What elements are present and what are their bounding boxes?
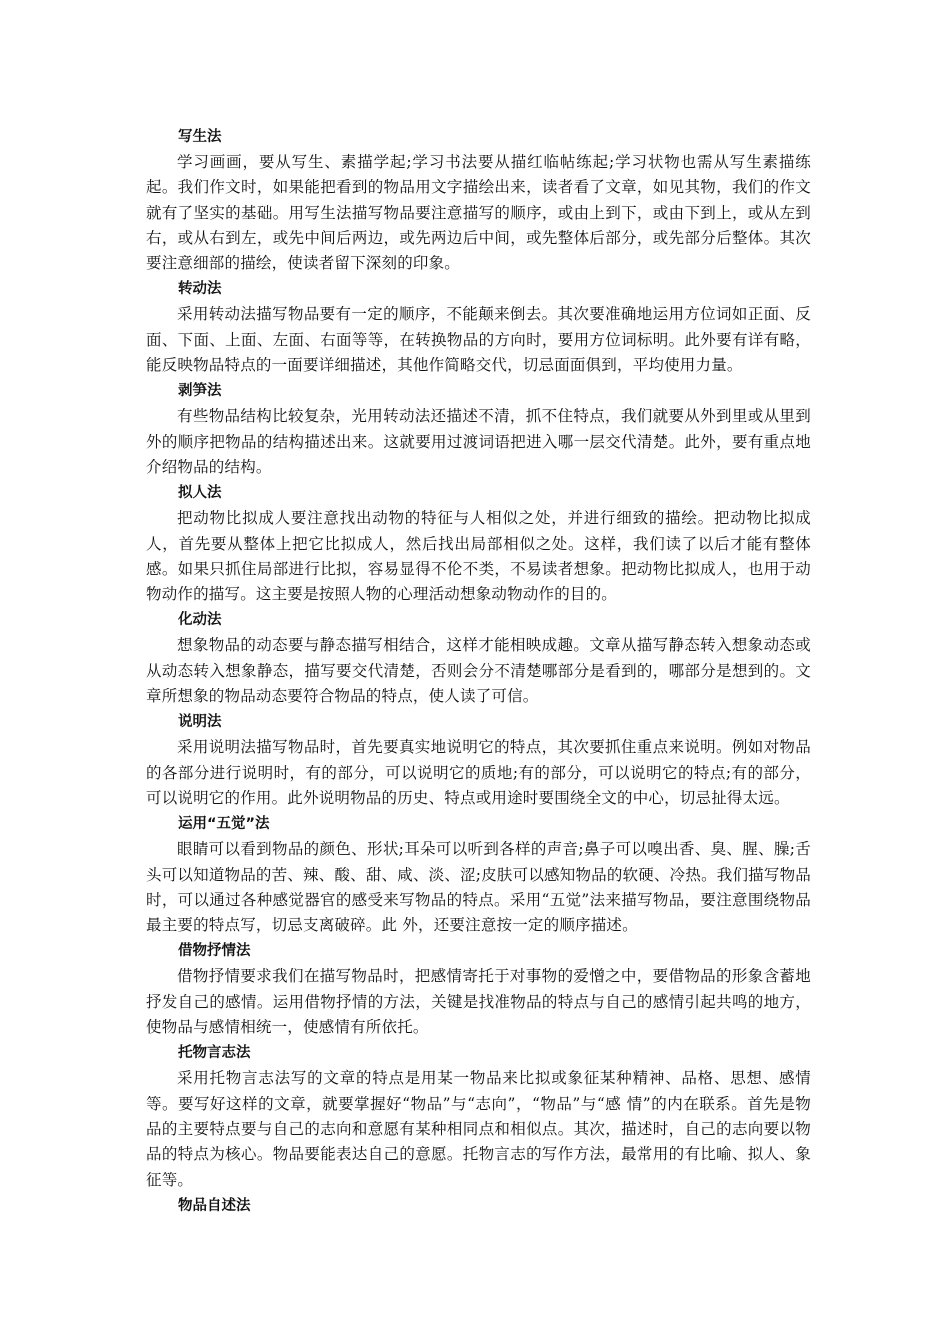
- section-zhuandong: [146, 276, 811, 378]
- section-wupin-zishu: [146, 1193, 811, 1219]
- section-heading: 说明法: [178, 714, 222, 731]
- section-tuowu-yanzhi: [146, 1040, 811, 1192]
- section-paragraph: 借物抒情要求我们在描写物品时，把感情寄托于对事物的爱憎之中，要借物品的形象含蓄地抒发自己的感情。运用借物抒情的方法，关键是找准物品的特点与自己的感情引起共鸣的地方，使物品与感情相统一，使感情有所依托。: [146, 967, 811, 1037]
- section-paragraph: 有些物品结构比较复杂，光用转动法还描述不清，抓不住特点，我们就要从外到里或从里到外的顺序把物品的结构描述出来。这就要用过渡词语把进入哪一层交代清楚。此外，要有重点地介绍物品的结构。: [146, 407, 811, 476]
- section-niren: [146, 480, 811, 607]
- section-heading: 写生法: [178, 129, 222, 145]
- section-heading: 运用“五觉”法: [178, 816, 270, 833]
- section-heading: 拟人法: [178, 485, 222, 502]
- section-heading: 化动法: [178, 612, 222, 629]
- section-bosun: [146, 378, 811, 480]
- section-heading: 物品自述法: [178, 1197, 251, 1214]
- section-heading: 托物言志法: [178, 1045, 251, 1062]
- section-xiesheng: [146, 124, 811, 276]
- section-paragraph: 采用转动法描写物品要有一定的顺序，不能颠来倒去。其次要准确地运用方位词如正面、反面、下面、上面、左面、右面等等，在转换物品的方向时，要用方位词标明。此外要有详有略，能反映物品特点的一面要详细描述，其他作简略交代，切忌面面俱到，平均使用力量。: [146, 305, 811, 375]
- section-paragraph: 想象物品的动态要与静态描写相结合，这样才能相映成趣。文章从描写静态转入想象动态或从动态转入想象静态，描写要交代清楚，否则会分不清楚哪部分是看到的，哪部分是想到的。文章所想象的物品动态要符合物品的特点，使人读了可信。: [146, 636, 811, 706]
- section-paragraph: 把动物比拟成人要注意找出动物的特征与人相似之处，并进行细致的描绘。把动物比拟成人，首先要从整体上把它比拟成人，然后找出局部相似之处。这样，我们读了以后才能有整体感。如果只抓住局部进行比拟，容易显得不伦不类，不易读者想象。把动物比拟成人，也用于动物动作的描写。这主要是按照人物的心理活动想象动物动作的目的。: [146, 509, 811, 604]
- section-heading: 剥笋法: [178, 383, 222, 400]
- section-paragraph: 采用托物言志法写的文章的特点是用某一物品来比拟或象征某种精神、品格、思想、感情等。要写好这样的文章，就要掌握好“物品”与“志向”，“物品”与“感 情”的内在联系。首先是物品的主要特点要与自己的志向和意愿有某种相同点和相似点。其次，描述时，自己的志向要以物品的特点为核心。物品要能表达自己的意愿。托物言志的写作方法，最常用的有比喻、拟人、象征等。: [146, 1069, 811, 1189]
- section-heading: 借物抒情法: [178, 943, 251, 960]
- section-shuoming: [146, 709, 811, 811]
- section-paragraph: 眼睛可以看到物品的颜色、形状;耳朵可以听到各样的声音;鼻子可以嗅出香、臭、腥、臊;舌头可以知道物品的苦、辣、酸、甜、咸、淡、涩;皮肤可以感知物品的软硬、冷热。我们描写物品时，可以通过各种感觉器官的感受来写物品的特点。采用“五觉”法来描写物品，要注意围绕物品最主要的特点写，切忌支离破碎。此 外，还要注意按一定的顺序描述。: [146, 840, 811, 935]
- section-jiewu-shuqing: [146, 938, 811, 1040]
- section-paragraph: 采用说明法描写物品时，首先要真实地说明它的特点，其次要抓住重点来说明。例如对物品的各部分进行说明时，有的部分，可以说明它的质地;有的部分，可以说明它的特点;有的部分，可以说明它的作用。此外说明物品的历史、特点或用途时要围绕全文的中心，切忌扯得太远。: [146, 738, 811, 807]
- document-content: [146, 124, 811, 1219]
- section-wujue: [146, 811, 811, 938]
- section-paragraph: 学习画画，要从写生、素描学起;学习书法要从描红临帖练起;学习状物也需从写生素描练起。我们作文时，如果能把看到的物品用文字描绘出来，读者看了文章，如见其物，我们的作文就有了坚实的基础。用写生法描写物品要注意描写的顺序，或由上到下，或由下到上，或从左到右，或从右到左，或先中间后两边，或先两边后中间，或先整体后部分，或先部分后整体。其次要注意细部的描绘，使读者留下深刻的印象。: [146, 153, 811, 273]
- section-huadong: [146, 607, 811, 709]
- section-heading: 转动法: [178, 281, 222, 298]
